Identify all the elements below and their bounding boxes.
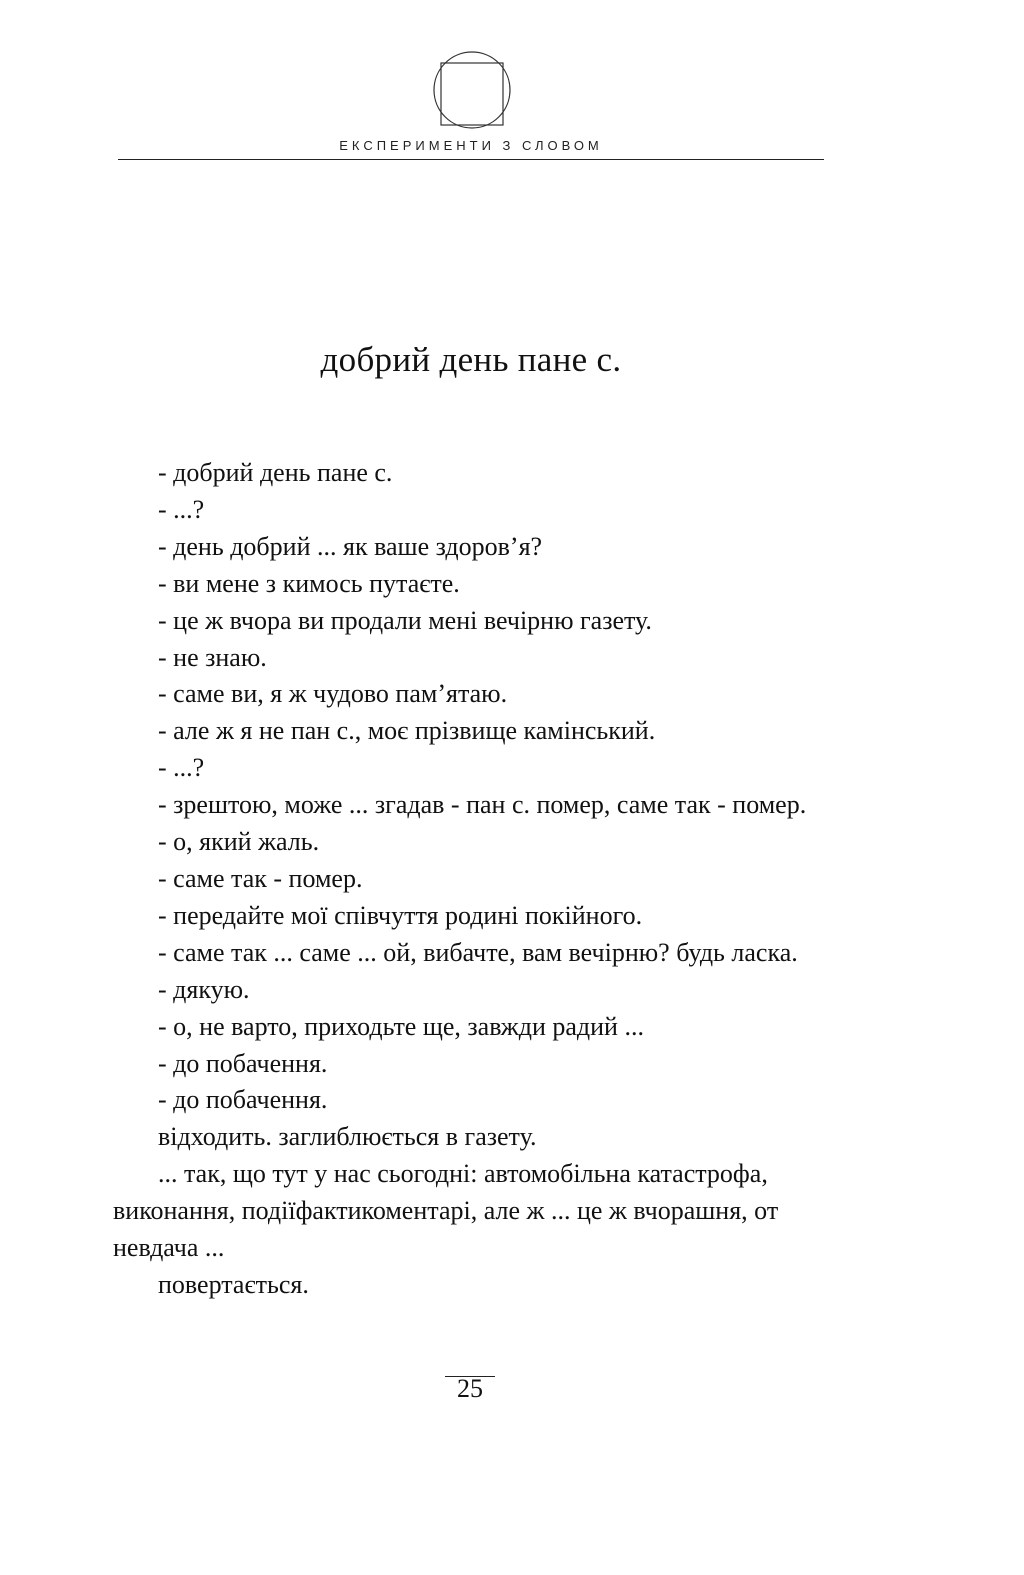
paragraph: - ви мене з кимось путаєте.: [158, 568, 460, 598]
paragraph: - о, не варто, приходьте ще, завжди радий ...: [158, 1011, 644, 1041]
paragraph: - саме так - помер.: [158, 863, 363, 893]
paragraph: відходить. заглиблюється в газету.: [158, 1122, 537, 1152]
running-head: ЕКСПЕРИМЕНТИ З СЛОВОМ: [339, 138, 603, 153]
paragraph: - до побачення.: [158, 1048, 328, 1078]
paragraph: - добрий день пане с.: [158, 458, 393, 487]
paragraph: - дякую.: [158, 974, 250, 1004]
chapter-title: добрий день пане с.: [320, 340, 622, 379]
paragraph: - не знаю.: [158, 642, 267, 672]
paragraph: - ...?: [158, 753, 205, 783]
paragraph: - о, який жаль.: [158, 827, 320, 857]
page-number: 25: [457, 1374, 483, 1403]
paragraph: - передайте мої співчуття родині покійного.: [158, 900, 643, 930]
paragraph: - але ж я не пан с., моє прізвище камінський.: [158, 716, 656, 746]
paragraph: - зрештою, може ... згадав - пан с. помер, саме так - помер.: [158, 790, 807, 820]
paragraph: - це ж вчора ви продали мені вечірню газету.: [158, 605, 652, 635]
paragraph: - саме ви, я ж чудово пам’ятаю.: [158, 679, 508, 709]
circle-square-logo-icon: [432, 50, 512, 130]
paragraph: - до побачення.: [158, 1085, 328, 1115]
paragraph: ... так, що тут у нас сьогодні: автомобільна катастрофа, виконання, подіїфактикоментарі, але ж ... це ж вчорашня, от невдача ...: [113, 1159, 779, 1263]
paragraph: - саме так ... саме ... ой, вибачте, вам вечірню? будь ласка.: [158, 937, 798, 967]
body-text: [113, 455, 829, 1304]
paragraph: - ...?: [158, 494, 205, 524]
paragraph: - день добрий ... як ваше здоров’я?: [158, 531, 543, 561]
header-divider: [118, 159, 824, 160]
paragraph: повертається.: [158, 1269, 309, 1299]
